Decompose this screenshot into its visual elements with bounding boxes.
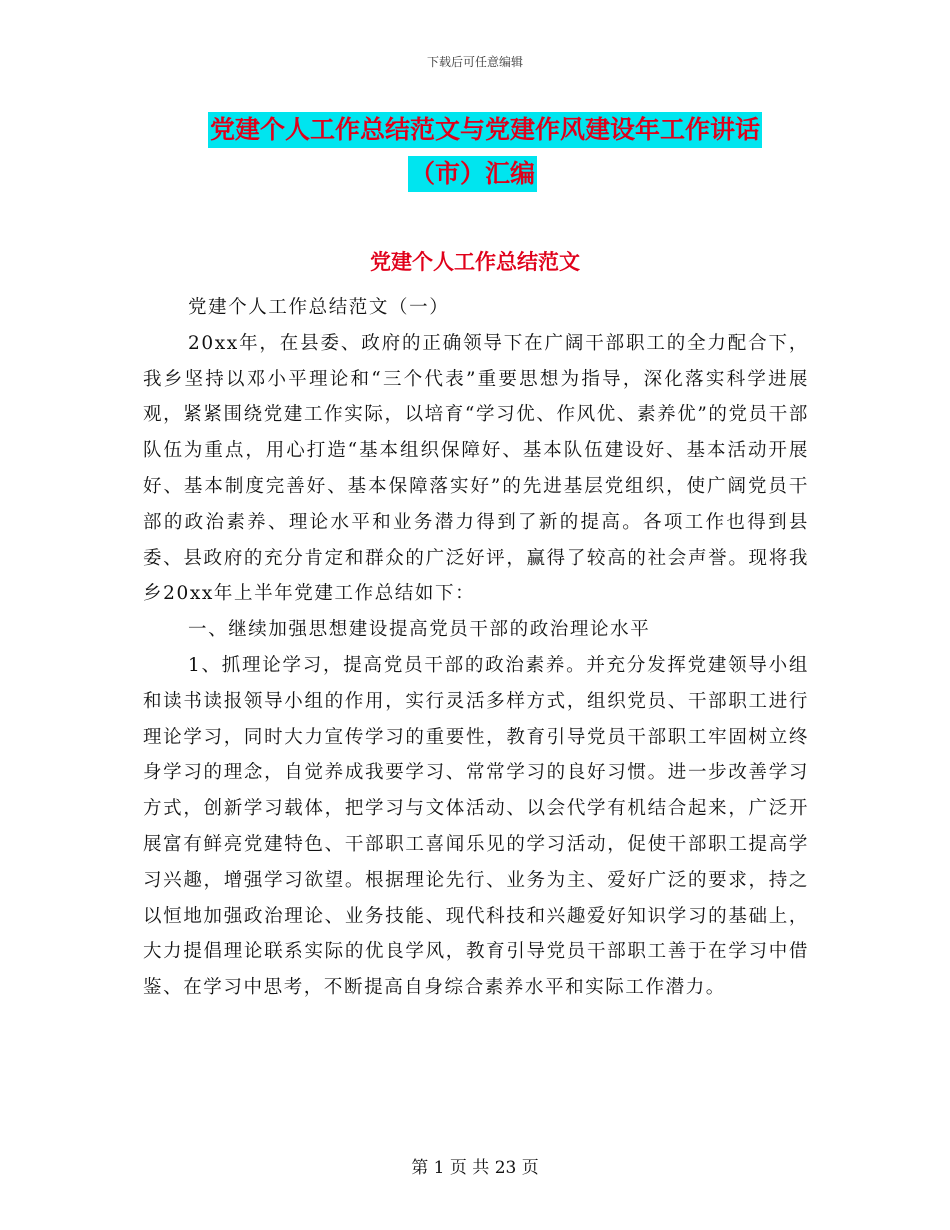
paragraph-intro: 20xx年，在县委、政府的正确领导下在广阔干部职工的全力配合下，我乡坚持以邓小平理论和“三个代表”重要思想为指导，深化落实科学进展观，紧紧围绕党建工作实际，以培育“学习优、作风优、素养优”的党员干部队伍为重点，用心打造“基本组织保障好、基本队伍建设好、基本活动开展好、基本制度完善好、基本保障落实好”的先进基层党组织，使广阔党员干部的政治素养、理论水平和业务潜力得到了新的提高。各项工作也得到县委、县政府的充分肯定和群众的广泛好评，赢得了较高的社会声誉。现将我乡20xx年上半年党建工作总结如下： <box>143 332 809 605</box>
paragraph-heading-1: 一、继续加强思想建设提高党员干部的政治理论水平 <box>188 619 651 641</box>
section-title: 党建个人工作总结范文 <box>370 250 580 274</box>
header-note: 下载后可任意编辑 <box>426 55 523 69</box>
document-title-line-1: 党建个人工作总结范文与党建作风建设年工作讲话 <box>208 112 762 148</box>
document-body <box>143 290 809 1006</box>
document-title-line-2: （市）汇编 <box>408 156 537 192</box>
page-footer: 第 1 页 共 23 页 <box>411 1158 539 1178</box>
paragraph-subtitle: 党建个人工作总结范文（一） <box>188 297 450 318</box>
paragraph-item-1: 1、抓理论学习，提高党员干部的政治素养。并充分发挥党建领导小组和读书读报领导小组的作用，实行灵活多样方式，组织党员、干部职工进行理论学习，同时大力宣传学习的重要性，教育引导党员干部职工牢固树立终身学习的理念，自觉养成我要学习、常常学习的良好习惯。进一步改善学习方式，创新学习载体，把学习与文体活动、以会代学有机结合起来，广泛开展富有鲜亮党建特色、干部职工喜闻乐见的学习活动，促使干部职工提高学习兴趣，增强学习欲望。根据理论先行、业务为主、爱好广泛的要求，持之以恒地加强政治理论、业务技能、现代科技和兴趣爱好知识学习的基础上，大力提倡理论联系实际的优良学风，教育引导党员干部职工善于在学习中借鉴、在学习中思考，不断提高自身综合素养水平和实际工作潜力。 <box>143 654 809 999</box>
